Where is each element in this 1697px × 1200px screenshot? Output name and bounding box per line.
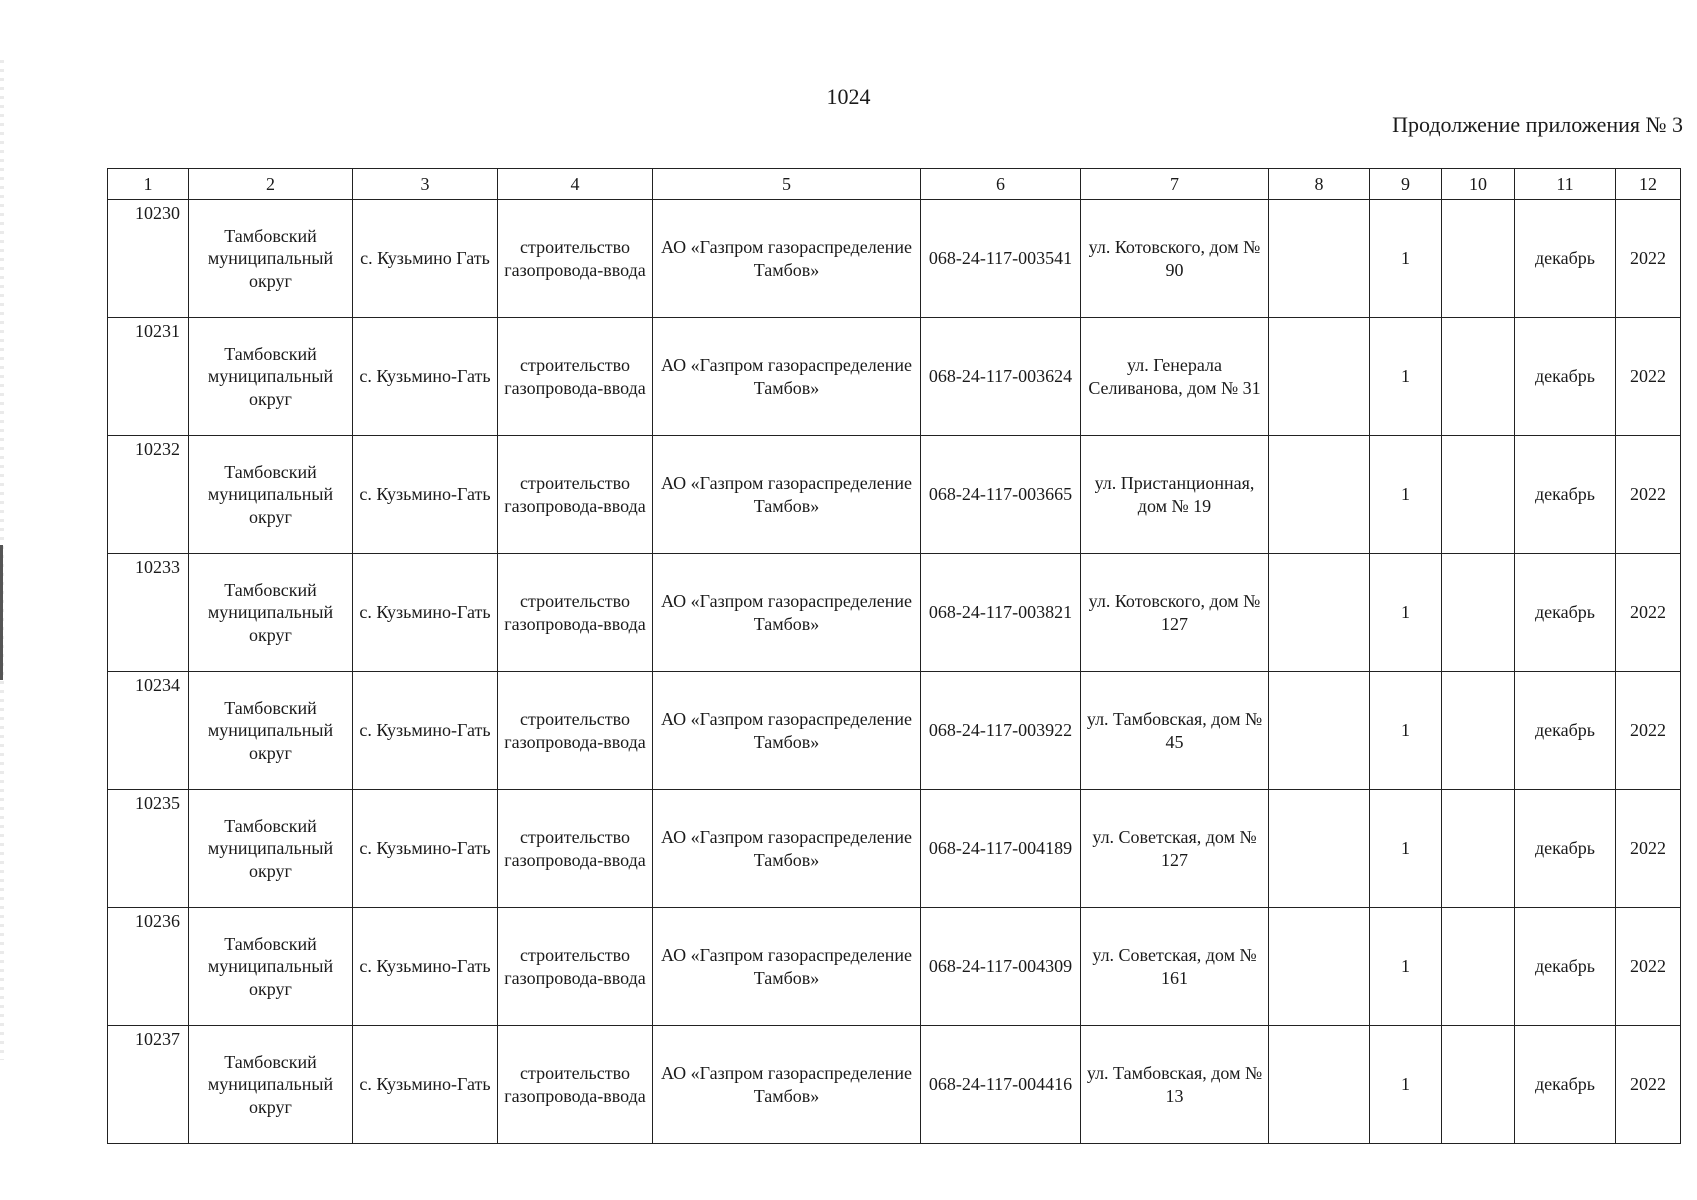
col-10-cell [1442, 200, 1515, 318]
record-number-cell: 10232 [108, 436, 189, 554]
month-cell: декабрь [1515, 200, 1616, 318]
table-row [108, 1026, 1681, 1144]
table-row [108, 672, 1681, 790]
year-cell: 2022 [1616, 318, 1681, 436]
col-10-cell [1442, 672, 1515, 790]
district-cell: Тамбовский муниципальный округ [189, 790, 353, 908]
year-cell: 2022 [1616, 436, 1681, 554]
col-10-cell [1442, 1026, 1515, 1144]
settlement-cell: с. Кузьмино-Гать [353, 554, 498, 672]
quantity-cell: 1 [1370, 790, 1442, 908]
column-header-8: 8 [1269, 169, 1370, 200]
table-row [108, 554, 1681, 672]
month-cell: декабрь [1515, 1026, 1616, 1144]
quantity-cell: 1 [1370, 200, 1442, 318]
scan-mark-artifact [0, 545, 3, 680]
work-type-cell: строительство газопровода-ввода [498, 790, 653, 908]
work-type-cell: строительство газопровода-ввода [498, 436, 653, 554]
record-number-cell: 10230 [108, 200, 189, 318]
column-header-6: 6 [921, 169, 1081, 200]
col-10-cell [1442, 436, 1515, 554]
table-body [108, 200, 1681, 1144]
column-header-9: 9 [1370, 169, 1442, 200]
work-type-cell: строительство газопровода-ввода [498, 1026, 653, 1144]
settlement-cell: с. Кузьмино-Гать [353, 318, 498, 436]
address-cell: ул. Советская, дом № 161 [1081, 908, 1269, 1026]
work-type-cell: строительство газопровода-ввода [498, 554, 653, 672]
table-row [108, 200, 1681, 318]
month-cell: декабрь [1515, 436, 1616, 554]
settlement-cell: с. Кузьмино-Гать [353, 436, 498, 554]
col-10-cell [1442, 790, 1515, 908]
district-cell: Тамбовский муниципальный округ [189, 436, 353, 554]
object-code-cell: 068-24-117-004309 [921, 908, 1081, 1026]
record-number-cell: 10231 [108, 318, 189, 436]
district-cell: Тамбовский муниципальный округ [189, 908, 353, 1026]
col-8-cell [1269, 200, 1370, 318]
district-cell: Тамбовский муниципальный округ [189, 1026, 353, 1144]
settlement-cell: с. Кузьмино-Гать [353, 908, 498, 1026]
quantity-cell: 1 [1370, 436, 1442, 554]
address-cell: ул. Советская, дом № 127 [1081, 790, 1269, 908]
address-cell: ул. Котовского, дом № 90 [1081, 200, 1269, 318]
month-cell: декабрь [1515, 790, 1616, 908]
district-cell: Тамбовский муниципальный округ [189, 200, 353, 318]
organization-cell: АО «Газпром газораспределение Тамбов» [653, 908, 921, 1026]
column-header-2: 2 [189, 169, 353, 200]
table-row [108, 908, 1681, 1026]
object-code-cell: 068-24-117-003665 [921, 436, 1081, 554]
column-header-1: 1 [108, 169, 189, 200]
month-cell: декабрь [1515, 318, 1616, 436]
work-type-cell: строительство газопровода-ввода [498, 318, 653, 436]
col-10-cell [1442, 554, 1515, 672]
col-10-cell [1442, 318, 1515, 436]
settlement-cell: с. Кузьмино Гать [353, 200, 498, 318]
col-8-cell [1269, 318, 1370, 436]
quantity-cell: 1 [1370, 1026, 1442, 1144]
work-type-cell: строительство газопровода-ввода [498, 672, 653, 790]
record-number-cell: 10236 [108, 908, 189, 1026]
work-type-cell: строительство газопровода-ввода [498, 200, 653, 318]
organization-cell: АО «Газпром газораспределение Тамбов» [653, 318, 921, 436]
object-code-cell: 068-24-117-003821 [921, 554, 1081, 672]
organization-cell: АО «Газпром газораспределение Тамбов» [653, 200, 921, 318]
quantity-cell: 1 [1370, 908, 1442, 1026]
year-cell: 2022 [1616, 672, 1681, 790]
address-cell: ул. Тамбовская, дом № 13 [1081, 1026, 1269, 1144]
object-code-cell: 068-24-117-003624 [921, 318, 1081, 436]
district-cell: Тамбовский муниципальный округ [189, 672, 353, 790]
col-8-cell [1269, 436, 1370, 554]
table-row [108, 318, 1681, 436]
organization-cell: АО «Газпром газораспределение Тамбов» [653, 672, 921, 790]
object-code-cell: 068-24-117-003541 [921, 200, 1081, 318]
district-cell: Тамбовский муниципальный округ [189, 318, 353, 436]
column-header-3: 3 [353, 169, 498, 200]
column-header-7: 7 [1081, 169, 1269, 200]
object-code-cell: 068-24-117-004189 [921, 790, 1081, 908]
quantity-cell: 1 [1370, 672, 1442, 790]
year-cell: 2022 [1616, 200, 1681, 318]
column-header-4: 4 [498, 169, 653, 200]
work-type-cell: строительство газопровода-ввода [498, 908, 653, 1026]
year-cell: 2022 [1616, 908, 1681, 1026]
record-number-cell: 10235 [108, 790, 189, 908]
organization-cell: АО «Газпром газораспределение Тамбов» [653, 554, 921, 672]
quantity-cell: 1 [1370, 318, 1442, 436]
appendix-continuation-note: Продолжение приложения № 3 [1392, 112, 1683, 137]
column-header-11: 11 [1515, 169, 1616, 200]
district-cell: Тамбовский муниципальный округ [189, 554, 353, 672]
address-cell: ул. Котовского, дом № 127 [1081, 554, 1269, 672]
col-8-cell [1269, 1026, 1370, 1144]
table-header [108, 169, 1681, 200]
settlement-cell: с. Кузьмино-Гать [353, 672, 498, 790]
column-header-5: 5 [653, 169, 921, 200]
year-cell: 2022 [1616, 554, 1681, 672]
col-8-cell [1269, 790, 1370, 908]
month-cell: декабрь [1515, 554, 1616, 672]
header-row [108, 169, 1681, 200]
table-row [108, 790, 1681, 908]
col-8-cell [1269, 554, 1370, 672]
page-number: 1024 [826, 84, 871, 109]
record-number-cell: 10237 [108, 1026, 189, 1144]
column-header-10: 10 [1442, 169, 1515, 200]
year-cell: 2022 [1616, 1026, 1681, 1144]
settlement-cell: с. Кузьмино-Гать [353, 1026, 498, 1144]
object-code-cell: 068-24-117-003922 [921, 672, 1081, 790]
quantity-cell: 1 [1370, 554, 1442, 672]
organization-cell: АО «Газпром газораспределение Тамбов» [653, 1026, 921, 1144]
col-8-cell [1269, 908, 1370, 1026]
address-cell: ул. Пристанционная, дом № 19 [1081, 436, 1269, 554]
object-code-cell: 068-24-117-004416 [921, 1026, 1081, 1144]
organization-cell: АО «Газпром газораспределение Тамбов» [653, 790, 921, 908]
settlement-cell: с. Кузьмино-Гать [353, 790, 498, 908]
month-cell: декабрь [1515, 908, 1616, 1026]
organization-cell: АО «Газпром газораспределение Тамбов» [653, 436, 921, 554]
year-cell: 2022 [1616, 790, 1681, 908]
registry-table [107, 168, 1681, 1144]
address-cell: ул. Тамбовская, дом № 45 [1081, 672, 1269, 790]
table-row [108, 436, 1681, 554]
record-number-cell: 10233 [108, 554, 189, 672]
column-header-12: 12 [1616, 169, 1681, 200]
col-8-cell [1269, 672, 1370, 790]
record-number-cell: 10234 [108, 672, 189, 790]
col-10-cell [1442, 908, 1515, 1026]
address-cell: ул. Генерала Селиванова, дом № 31 [1081, 318, 1269, 436]
month-cell: декабрь [1515, 672, 1616, 790]
